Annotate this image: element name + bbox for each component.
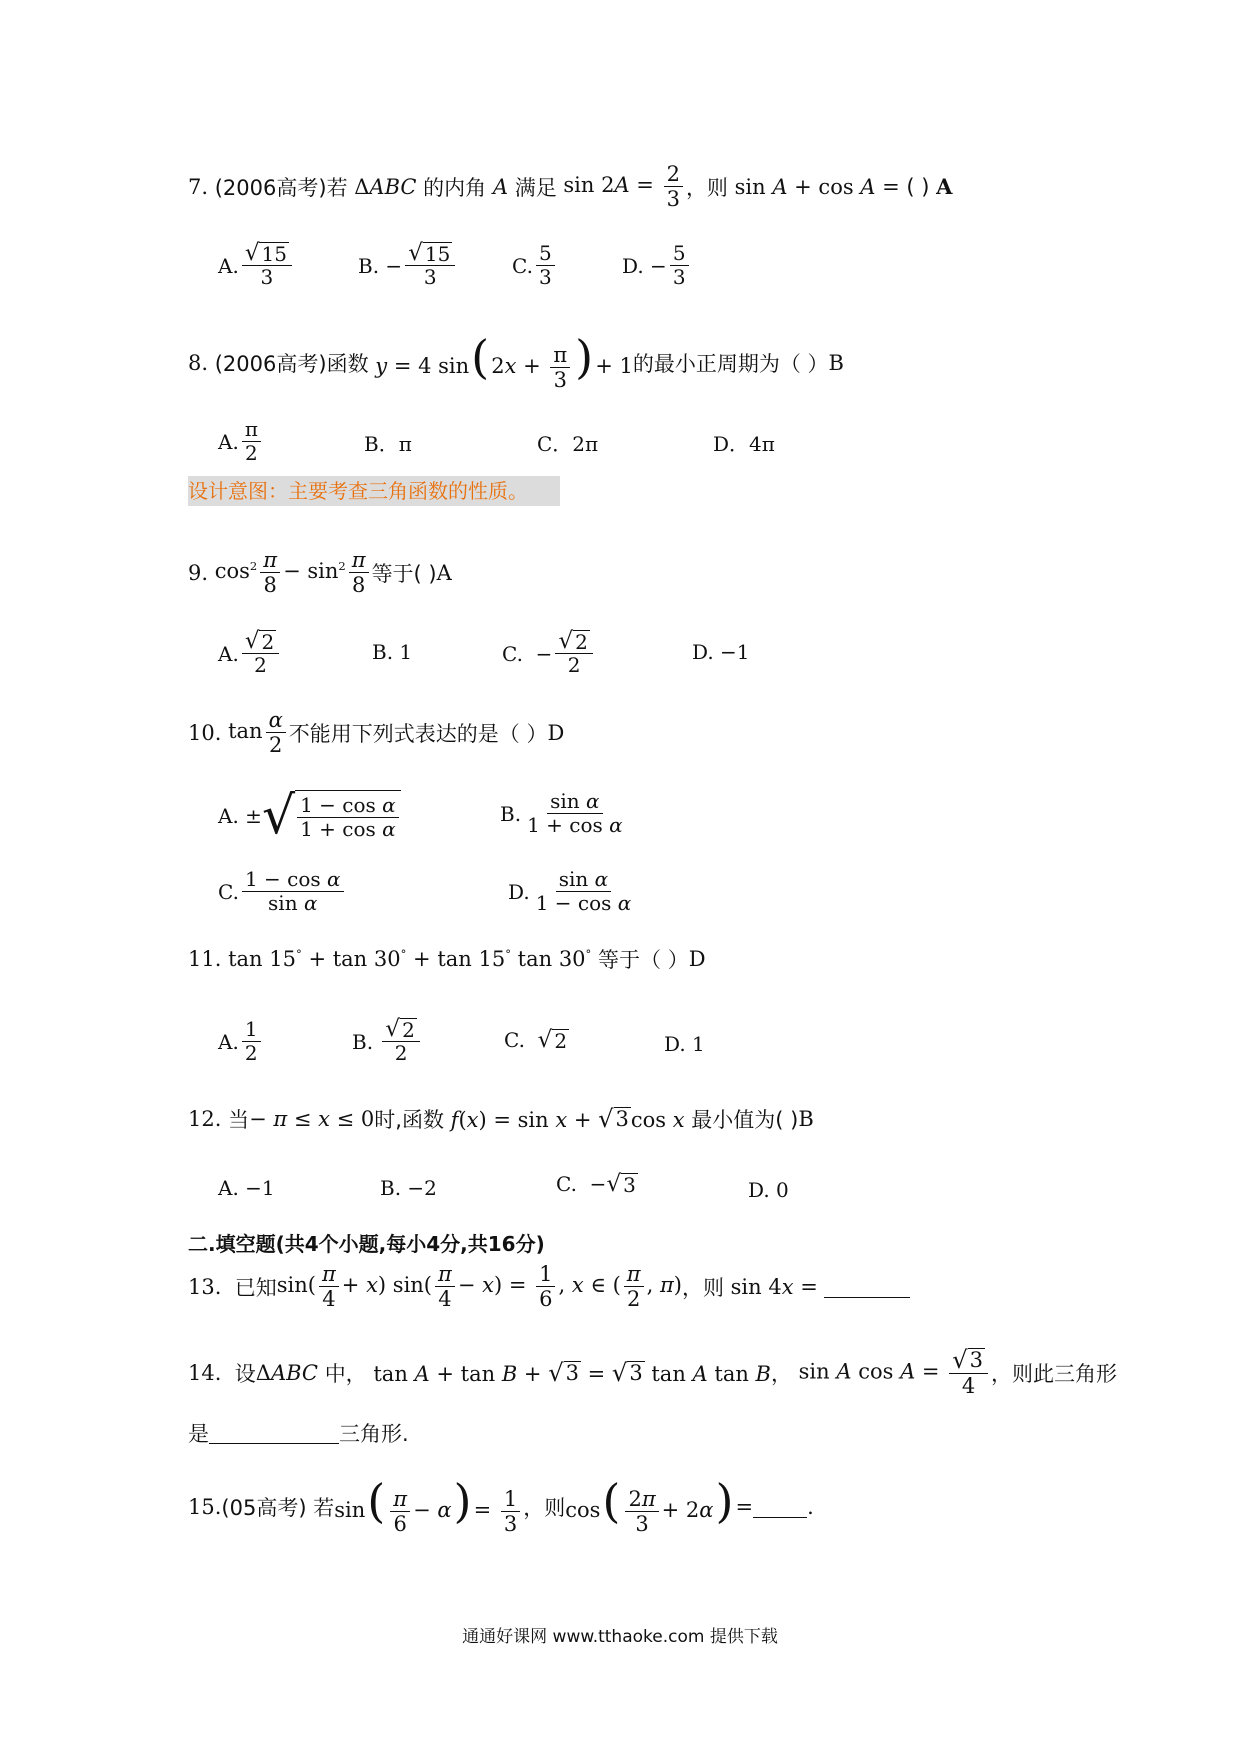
answer-key: A bbox=[936, 174, 953, 200]
option-c: C. − √ 3 bbox=[556, 1170, 636, 1197]
option-d: D. −1 bbox=[692, 640, 750, 664]
option-b: B. sin α 1 + cos α bbox=[500, 789, 623, 837]
page-footer: 通通好课网 www.tthaoke.com 提供下载 bbox=[462, 1627, 778, 1647]
math: tan 15° + tan 30° + tan 15° tan 30° bbox=[228, 947, 592, 971]
question-14-cont: 是 三角形. bbox=[188, 1422, 409, 1446]
question-8: 8. (2006高考) 函数 y = 4 sin(2x + $\frac{\pi}{3}$ )+ 1 的最小正周期为（ ） B bbox=[188, 330, 844, 392]
question-12: 12. 当 − π ≤ x ≤ 0 时,函数 f(x) = sin x + √ 3 cos x 最小值为( ) B bbox=[188, 1104, 814, 1133]
option-a: A. √ 2 2 bbox=[218, 630, 282, 677]
question-14: 14. 设 ΔABC 中， tan A + tan B + √ 3 = √ 3 tan A tan B ， sin A cos A = √ 3 4 ，则此三角形 bbox=[188, 1346, 1117, 1399]
math: $\cos^2$ $\frac{\pi}{8}$ − $\sin^2$ $\frac{\pi}{8}$ bbox=[215, 548, 372, 597]
option-a: A. −1 bbox=[218, 1176, 275, 1200]
option-a: A. ± √ $\frac{\text{1 − cos α}}{\text{1 + cos α}}$ bbox=[218, 790, 401, 842]
option-c: C. − √ 2 2 bbox=[502, 630, 596, 677]
question-15: 15. (05高考) 若 sin( $\frac{\pi}{6}$ − α)= $\frac{1}{3}$ ，则 cos( $\frac{2\pi}{3}$ + 2α) = . bbox=[188, 1474, 814, 1536]
option-d: D. 0 bbox=[748, 1178, 789, 1202]
math: cos( $\frac{2\pi}{3}$ + 2α) bbox=[565, 1474, 734, 1536]
design-intent-note: 设计意图：主要考查三角函数的性质。 bbox=[188, 476, 560, 506]
answer-key: D bbox=[688, 947, 706, 971]
option-b: B．π bbox=[364, 432, 412, 456]
option-d: D. sin α 1 − cos α bbox=[508, 867, 632, 915]
answer-key: B bbox=[828, 351, 844, 376]
math: − π ≤ x ≤ 0 bbox=[249, 1107, 375, 1131]
option-d: D. − 5 3 bbox=[622, 242, 692, 289]
option-c: C. √ 2 bbox=[504, 1026, 568, 1053]
math: sin( $\frac{\pi}{4}$ + x) sin( $\frac{\pi}{4}$ − x) = $\frac{1}{6}$ , x ∈ ( $\frac{\pi}{2}$ , π) bbox=[276, 1262, 682, 1312]
question-7: 7. (2006高考) 若 ΔABC 的内角 A 满足 sin 2A = $\frac{2}{3}$ ，则 sin A + cos A = ( ) A bbox=[188, 162, 953, 212]
option-d: D．4π bbox=[713, 432, 775, 456]
math: sin A + cos A = bbox=[727, 174, 907, 199]
option-b: B. 1 bbox=[372, 640, 413, 664]
math: ΔABC bbox=[255, 1361, 318, 1386]
answer-blank[interactable] bbox=[753, 1496, 807, 1518]
question-9: 9. $\cos^2$ $\frac{\pi}{8}$ − $\sin^2$ $\frac{\pi}{8}$ 等于( ) A bbox=[188, 548, 452, 598]
math: sin 2A = $\frac{2}{3}$ bbox=[557, 162, 686, 211]
math: y = 4 sin(2x + $\frac{\pi}{3}$ )+ 1 bbox=[375, 330, 633, 392]
option-a: A. π 2 bbox=[218, 418, 264, 465]
math: f(x) = sin x + √ 3 cos x bbox=[450, 1104, 685, 1133]
option-b: B. √ 2 2 bbox=[352, 1018, 423, 1065]
question-13: 13. 已知 sin( $\frac{\pi}{4}$ + x) sin( $\frac{\pi}{4}$ − x) = $\frac{1}{6}$ , x ∈ ( $\frac{\pi}{2}$ , π) ，则 sin 4x = bbox=[188, 1262, 910, 1311]
question-source: (05高考) bbox=[221, 1496, 307, 1521]
math: sin( $\frac{\pi}{6}$ − α)= $\frac{1}{3}$ bbox=[334, 1478, 523, 1536]
option-d: D. 1 bbox=[664, 1032, 705, 1056]
math: sin 4x = bbox=[723, 1274, 825, 1299]
question-11: 11. tan 15° + tan 30° + tan 15° tan 30° 等于（ ） D bbox=[188, 947, 706, 972]
question-source: (2006高考) bbox=[214, 175, 327, 200]
question-10: 10. tan $\frac{\alpha}{2}$ 不能用下列式表达的是（ ） D bbox=[188, 708, 565, 758]
option-b: B. −2 bbox=[380, 1176, 437, 1200]
answer-blank[interactable] bbox=[209, 1422, 339, 1444]
math: tan $\frac{\alpha}{2}$ bbox=[228, 708, 289, 757]
section-heading: 二.填空题(共4个小题,每小4分,共16分) bbox=[188, 1232, 545, 1256]
answer-blank[interactable] bbox=[824, 1276, 910, 1298]
option-b: B. − √ 15 3 bbox=[358, 242, 458, 289]
option-a: A. 1 2 bbox=[218, 1018, 264, 1065]
question-source: (2006高考) bbox=[214, 352, 327, 377]
answer-key: D bbox=[547, 720, 565, 745]
option-c: C．2π bbox=[537, 432, 599, 456]
option-c: C. 5 3 bbox=[512, 242, 558, 289]
math: sin A cos A = √ 3 4 bbox=[792, 1348, 991, 1398]
math: ΔABC bbox=[347, 174, 417, 199]
math: tan A + tan B + √ 3 = √ 3 tan A tan B bbox=[366, 1358, 771, 1387]
option-a: A. √ 15 3 bbox=[218, 242, 295, 289]
answer-key: B bbox=[798, 1107, 814, 1131]
option-c: C. 1 − cos α sin α bbox=[218, 868, 347, 915]
answer-key: A bbox=[436, 560, 452, 585]
